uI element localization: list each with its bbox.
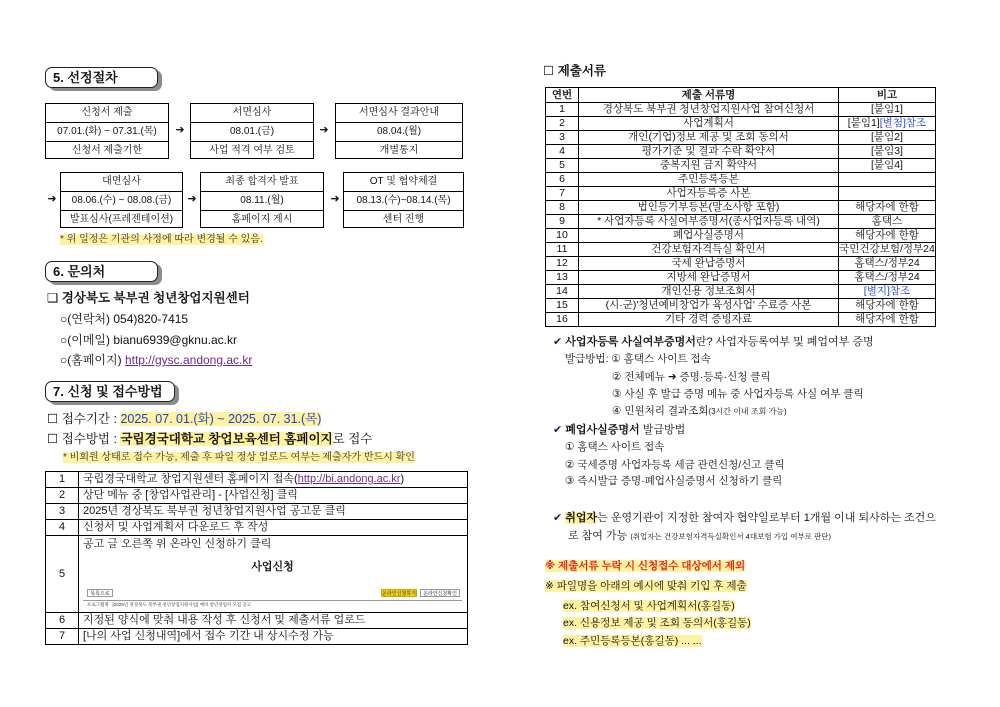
- step-description: 센터 진행: [382, 214, 425, 225]
- list-button: 목록으로: [87, 589, 113, 597]
- contact-phone: [60, 311, 188, 327]
- document-no: 12: [546, 257, 579, 271]
- contact-label: ○(연락처): [60, 312, 114, 326]
- remark-text: 해당자에 한함: [855, 299, 919, 311]
- document-no: 11: [546, 243, 579, 257]
- employed-text: 는 운영기관이 지정한 참여자 협약일로부터 1개월 이내 퇴사하는 조건으: [597, 512, 936, 524]
- table-row: [546, 257, 936, 271]
- remark-text: 홈택스: [871, 215, 903, 227]
- document-remark: [839, 187, 936, 201]
- step-text: 2025년 경상북도 북부권 청년창업지원사업 공고문 클릭: [79, 504, 468, 520]
- document-remark: [839, 271, 936, 285]
- step-description: 발표심사(프레젠테이션): [69, 214, 174, 225]
- table-row: [546, 313, 936, 327]
- application-method: [47, 431, 372, 447]
- document-remark: [839, 173, 936, 187]
- employed-note: (취업자는 건강보험자격득실확인서 4대보험 가입 여부로 판단): [630, 532, 832, 541]
- filename-rule-text: ※ 파일명을 아래의 예시에 맞춰 기입 후 제출: [545, 580, 747, 592]
- screenshot-title: 사업신청: [251, 561, 294, 573]
- document-no: 1: [546, 103, 579, 117]
- document-no: 7: [546, 187, 579, 201]
- document-name: 사업계획서: [579, 117, 839, 131]
- step-description: 개별통지: [379, 145, 419, 156]
- document-remark: [839, 243, 936, 257]
- step-number: 5: [46, 536, 79, 613]
- document-name: 개인(기업)정보 제공 및 조회 동의서: [579, 131, 839, 145]
- step-text: 상단 메뉴 중 [창업사업관리] - [사업신청] 클릭: [79, 488, 468, 504]
- table-row: [546, 299, 936, 313]
- step-description: 신청서 제출기한: [71, 145, 143, 156]
- table-row: [546, 103, 936, 117]
- table-row: [546, 159, 936, 173]
- contact-label: ○(홈페이지): [60, 353, 125, 367]
- closure-cert-suffix: 발급방법: [639, 424, 686, 436]
- program-value: [2025년 경상북도 북부권 청년창업지원사업] 예비 청년창업자 모집 공고: [112, 602, 252, 607]
- documents-header-row: [546, 88, 936, 103]
- contact-homepage: [60, 352, 252, 368]
- bi-homepage-link[interactable]: http://bi.andong.ac.kr: [297, 473, 401, 485]
- biz-cert-title: 사업자등록 사실여부증명서: [565, 336, 696, 348]
- employed-text-2: 로 참여 가능: [568, 530, 631, 542]
- step-text: ① 홈택스 사이트 접속: [611, 353, 711, 365]
- document-name: 평가기준 및 결과 수락 확약서: [579, 145, 839, 159]
- document-no: 14: [546, 285, 579, 299]
- section-5-heading: 5. 선정절차: [45, 67, 158, 88]
- remark-text: 홈택스/정부24: [854, 257, 920, 269]
- document-name: 국세 완납증명서: [579, 257, 839, 271]
- table-row: [546, 173, 936, 187]
- section-6-heading: 6. 문의처: [45, 261, 158, 282]
- step-title: 대면심사: [61, 173, 182, 192]
- remark-reference: [별지]참조: [863, 285, 911, 297]
- step-number: 6: [46, 613, 79, 629]
- step-box-review-result: [335, 103, 463, 159]
- schedule-note: [60, 233, 263, 247]
- example-text: ex. 주민등록등본(홍길동) ... ...: [563, 635, 702, 647]
- step-number: 3: [46, 504, 79, 520]
- document-name: 기타 경력 증빙자료: [579, 313, 839, 327]
- arrow-icon: ➜: [187, 193, 197, 205]
- arrow-icon: ➜: [175, 124, 185, 136]
- document-remark: [839, 117, 936, 131]
- step-box-application: [45, 103, 169, 159]
- contact-email: [60, 332, 237, 348]
- homepage-link[interactable]: http://gysc.andong.ac.kr: [124, 353, 253, 367]
- document-name: 건강보험자격득실 확인서: [579, 243, 839, 257]
- filename-example-2: [563, 616, 751, 630]
- step-number: 1: [46, 472, 79, 488]
- step-title: 서면심사 결과안내: [336, 104, 462, 123]
- document-no: 10: [546, 229, 579, 243]
- remark-text: [붙임4]: [871, 159, 903, 171]
- contact-org: [47, 290, 250, 306]
- document-name: 주민등록등본: [579, 173, 839, 187]
- checkbox-icon: ❑: [47, 291, 59, 305]
- table-row: [46, 613, 468, 629]
- document-name: * 사업자등록 사실여부증명서(종사업자등록 내역): [579, 215, 839, 229]
- application-note-text: * 비회원 상태로 접수 가능, 제출 후 파일 정상 업로드 여부는 제출자가 반드시 확인: [63, 452, 415, 463]
- employed-condition-continued: [568, 529, 831, 544]
- arrow-icon: ➜: [330, 193, 340, 205]
- application-steps-table: [45, 471, 468, 645]
- table-row: [46, 629, 468, 645]
- document-name: 지방세 완납증명서: [579, 271, 839, 285]
- document-name: 폐업사실증명서: [579, 229, 839, 243]
- step-date: 08.01.(금): [191, 123, 313, 142]
- biz-cert-step-2: ② 전체메뉴 ➜ 증명·등록·신청 클릭: [612, 371, 771, 383]
- method-label: 접수방법 :: [61, 432, 121, 446]
- document-no: 2: [546, 117, 579, 131]
- step-title: OT 및 협약체결: [344, 173, 463, 192]
- documents-title: 제출서류: [557, 64, 607, 78]
- contact-label: ○(이메일): [60, 333, 114, 347]
- biz-cert-step-4: [612, 404, 787, 419]
- table-row: [46, 488, 468, 504]
- document-name: 사업자등록증 사본: [579, 187, 839, 201]
- table-row: [46, 504, 468, 520]
- document-no: 8: [546, 201, 579, 215]
- closure-step-1: ① 홈택스 사이트 접속: [565, 441, 665, 453]
- step-date: 08.13.(수)~08.14.(목): [344, 192, 463, 211]
- biz-method-label: 발급방법:: [565, 353, 612, 365]
- document-remark: [839, 145, 936, 159]
- document-name: 개인신용 정보조회서: [579, 285, 839, 299]
- remark-text: 국민건강보험/정부24: [839, 243, 935, 255]
- document-remark: [839, 299, 936, 313]
- step-text: [79, 472, 468, 488]
- remark-text: 해당자에 한함: [855, 201, 919, 213]
- warning-text: ※ 제출서류 누락 시 신청접수 대상에서 제외: [545, 560, 746, 572]
- employed-condition: [553, 511, 936, 525]
- method-suffix: 로 접수: [332, 432, 373, 446]
- method-value: 국립경국대학교 창업보육센터 홈페이지: [120, 432, 333, 446]
- document-name: 법인등기부등본(말소사항 포함): [579, 201, 839, 215]
- document-remark: [839, 313, 936, 327]
- step-text: ④ 민원처리 결과조회: [612, 405, 709, 417]
- online-apply-button: 온라인신청하기: [382, 591, 416, 597]
- header-remark: 비고: [839, 88, 936, 103]
- online-check-button: 온라인신청확인: [420, 589, 460, 597]
- step-description: 사업 적격 여부 검토: [209, 145, 295, 156]
- step-text-with-screenshot: [79, 536, 468, 613]
- checkbox-icon: ☐: [543, 64, 555, 78]
- document-remark: [839, 229, 936, 243]
- section-7-heading: 7. 신청 및 접수방법: [45, 381, 175, 402]
- step-box-orientation: [343, 172, 464, 228]
- table-row: [46, 520, 468, 536]
- document-no: 13: [546, 271, 579, 285]
- step-text: [나의 사업 신청내역]에서 접수 기간 내 상시수정 가능: [79, 629, 468, 645]
- step-note: (3시간 이내 조회 가능): [708, 407, 787, 416]
- table-row: [546, 229, 936, 243]
- closure-cert-title: 폐업사실증명서: [565, 424, 640, 436]
- table-row: [46, 472, 468, 488]
- step-box-interview: [60, 172, 183, 228]
- remark-reference: [별첨]참조: [879, 117, 927, 129]
- header-no: 연번: [546, 88, 579, 103]
- remark-text: [붙임3]: [871, 145, 903, 157]
- arrow-icon: ➜: [47, 193, 57, 205]
- step-date: 07.01.(화) ~ 07.31.(목): [46, 123, 168, 142]
- screenshot-divider: [83, 600, 462, 601]
- step-description: 홈페이지 게시: [231, 214, 293, 225]
- filename-rule: [545, 579, 747, 593]
- step-text-main: 국립경국대학교 창업지원센터 홈페이지 접속(: [83, 473, 298, 485]
- checkbox-icon: ☐: [47, 432, 59, 446]
- step-box-document-review: [190, 103, 314, 159]
- document-no: 15: [546, 299, 579, 313]
- table-row: [546, 285, 936, 299]
- screenshot-program-line: [87, 602, 251, 608]
- document-no: 16: [546, 313, 579, 327]
- step-text: 공고 글 오른쪽 위 온라인 신청하기 클릭: [83, 538, 272, 550]
- remark-text: [붙임2]: [871, 131, 903, 143]
- contact-value: 054)820-7415: [113, 312, 189, 326]
- table-row: [546, 131, 936, 145]
- document-remark: [839, 257, 936, 271]
- document-remark: [839, 103, 936, 117]
- arrow-icon: ➜: [319, 124, 329, 136]
- document-no: 3: [546, 131, 579, 145]
- remark-text: 홈택스/정부24: [854, 271, 920, 283]
- contact-org-name: 경상북도 북부권 청년창업지원센터: [61, 291, 250, 305]
- table-row: [546, 145, 936, 159]
- period-label: 접수기간 :: [61, 412, 121, 426]
- closure-step-3: ③ 즉시발급 증명·폐업사실증명서 신청하기 클릭: [565, 475, 783, 487]
- application-page-screenshot: [83, 554, 462, 609]
- step-number: 4: [46, 520, 79, 536]
- document-no: 4: [546, 145, 579, 159]
- biz-cert-suffix: 란? 사업자등록여부 및 폐업여부 증명: [695, 336, 874, 348]
- biz-cert-step-1: [565, 352, 711, 366]
- table-row: [546, 187, 936, 201]
- step-title: 신청서 제출: [46, 104, 168, 123]
- check-icon: ✔: [553, 512, 563, 524]
- document-no: 5: [546, 159, 579, 173]
- contact-email-link[interactable]: bianu6939@gknu.ac.kr: [113, 333, 237, 347]
- biz-cert-definition: [553, 335, 874, 349]
- table-row: [46, 536, 468, 613]
- table-row: [546, 243, 936, 257]
- filename-example-1: [563, 599, 735, 613]
- filename-example-3: [563, 634, 702, 648]
- step-text: 지정된 양식에 맞춰 내용 작성 후 신청서 및 제출서류 업로드: [79, 613, 468, 629]
- missing-documents-warning: [545, 559, 745, 573]
- example-text: ex. 신용정보 제공 및 조회 동의서(홍길동): [563, 617, 751, 629]
- checkbox-icon: ☐: [47, 412, 59, 426]
- document-remark: [839, 215, 936, 229]
- biz-cert-step-3: ③ 사실 후 발급 증명 메뉴 중 사업자등록 사실 여부 클릭: [612, 388, 864, 400]
- document-remark: [839, 285, 936, 299]
- step-title: 서면심사: [191, 104, 313, 123]
- application-note: [63, 451, 415, 465]
- remark-text: [붙임1]: [871, 103, 903, 115]
- example-text: ex. 참여신청서 및 사업계획서(홍길동): [563, 600, 735, 612]
- table-row: [546, 271, 936, 285]
- period-value: 2025. 07. 01.(화) ~ 2025. 07. 31.(목): [120, 412, 322, 426]
- documents-table: [545, 87, 936, 327]
- header-name: 제출 서류명: [579, 88, 839, 103]
- document-name: 중복지원 금지 확약서: [579, 159, 839, 173]
- step-date: 08.11.(월): [201, 192, 323, 211]
- document-remark: [839, 201, 936, 215]
- closure-cert-heading: [553, 423, 685, 437]
- remark-text: [붙임1]: [847, 117, 880, 129]
- schedule-note-text: * 위 일정은 기관의 사정에 따라 변경될 수 있음.: [60, 234, 263, 245]
- step-number: 7: [46, 629, 79, 645]
- table-row: [546, 201, 936, 215]
- document-remark: [839, 131, 936, 145]
- step-number: 2: [46, 488, 79, 504]
- remark-text: 해당자에 한함: [855, 313, 919, 325]
- document-name: 경상북도 북부권 청년창업지원사업 참여신청서: [579, 103, 839, 117]
- step-date: 08.06.(수) ~ 08.08.(금): [61, 192, 182, 211]
- check-icon: ✔: [553, 336, 563, 348]
- document-name: (시·군)'청년예비창업가 육성사업' 수료증 사본: [579, 299, 839, 313]
- employed-title: 취업자: [565, 512, 598, 524]
- step-text: 신청서 및 사업계획서 다운로드 후 작성: [79, 520, 468, 536]
- document-no: 6: [546, 173, 579, 187]
- step-text-after: ): [400, 473, 405, 485]
- document-remark: [839, 159, 936, 173]
- documents-heading: [543, 63, 606, 79]
- table-row: [546, 117, 936, 131]
- document-no: 9: [546, 215, 579, 229]
- application-period: [47, 411, 321, 427]
- remark-text: 해당자에 한함: [855, 229, 919, 241]
- table-row: [546, 215, 936, 229]
- step-title: 최종 합격자 발표: [201, 173, 323, 192]
- check-icon: ✔: [553, 424, 563, 436]
- program-label: 프로그램명: [87, 602, 109, 607]
- step-date: 08.04.(월): [336, 123, 462, 142]
- closure-step-2: ② 국세증명 사업자등록 세금 관련신청/신고 클릭: [565, 459, 785, 471]
- step-box-final-announcement: [200, 172, 324, 228]
